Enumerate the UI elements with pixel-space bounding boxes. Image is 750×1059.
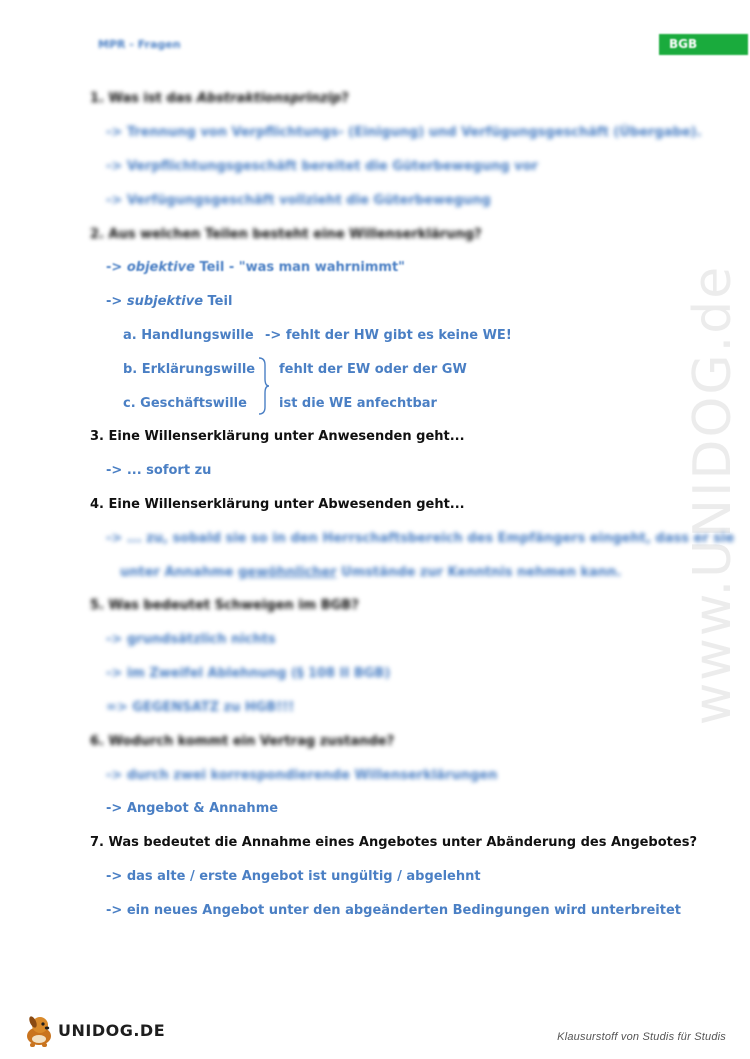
subject-tag: BGB	[659, 34, 748, 55]
footer-tagline: Klausurstoff von Studis für Studis	[557, 1031, 726, 1043]
answer-5-3: => GEGENSATZ zu HGB!!!	[106, 700, 295, 715]
answer-6-2: -> Angebot & Annahme	[106, 801, 279, 816]
unidog-logo[interactable]	[22, 1012, 165, 1048]
will-item-b-note: fehlt der EW oder der GW	[279, 362, 467, 377]
question-3: 3. Eine Willenserklärung unter Anwesenden geht...	[90, 429, 465, 444]
answer-1-3: -> Verfügungsgeschäft vollzieht die Güterbewegung	[106, 193, 491, 208]
answer-4-line-2: unter Annahme gewöhnlicher Umstände zur Kenntnis nehmen kann.	[120, 565, 622, 580]
question-1: 1. Was ist das Abstraktionsprinzip?	[90, 91, 349, 106]
watermark: www.UNIDOG.de	[683, 264, 743, 726]
question-6: 6. Wodurch kommt ein Vertrag zustande?	[90, 734, 395, 749]
answer-5-2: -> im Zweifel Ablehnung (§ 108 II BGB)	[106, 666, 391, 681]
answer-1-2: -> Verpflichtungsgeschäft bereitet die Güterbewegung vor	[106, 159, 538, 174]
logo-text: UNIDOG.DE	[58, 1020, 166, 1040]
header-title: MPR - Fragen	[98, 38, 181, 51]
answer-6-1: -> durch zwei korrespondierende Willenserklärungen	[106, 768, 498, 783]
answer-2-objective: -> objektive Teil - "was man wahrnimmt"	[106, 260, 405, 275]
will-item-c-note: ist die WE anfechtbar	[279, 396, 437, 411]
question-2: 2. Aus welchen Teilen besteht eine Willenserklärung?	[90, 227, 482, 242]
question-7: 7. Was bedeutet die Annahme eines Angebotes unter Abänderung des Angebotes?	[90, 835, 697, 850]
answer-1-1: -> Trennung von Verpflichtungs- (Einigung) und Verfügungsgeschäft (Übergabe).	[106, 125, 702, 140]
question-4: 4. Eine Willenserklärung unter Abwesenden geht...	[90, 497, 465, 512]
question-5: 5. Was bedeutet Schweigen im BGB?	[90, 598, 359, 613]
will-item-a-note: -> fehlt der HW gibt es keine WE!	[265, 328, 512, 343]
answer-4-line-1: -> ... zu, sobald sie so in den Herrschaftsbereich des Empfängers eingeht, dass er sie	[106, 531, 735, 546]
dog-mascot-icon	[22, 1012, 56, 1048]
answer-5-1: -> grundsätzlich nichts	[106, 632, 276, 647]
will-item-c: c. Geschäftswille	[123, 396, 247, 411]
will-item-a: a. Handlungswille	[123, 328, 254, 343]
answer-7-2: -> ein neues Angebot unter den abgeänderten Bedingungen wird unterbreitet	[106, 903, 682, 918]
curly-brace-icon	[258, 357, 270, 415]
answer-3: -> ... sofort zu	[106, 463, 212, 478]
answer-2-subjective: -> subjektive Teil	[106, 294, 233, 309]
answer-7-1: -> das alte / erste Angebot ist ungültig / abgelehnt	[106, 869, 481, 884]
will-item-b: b. Erklärungswille	[123, 362, 256, 377]
